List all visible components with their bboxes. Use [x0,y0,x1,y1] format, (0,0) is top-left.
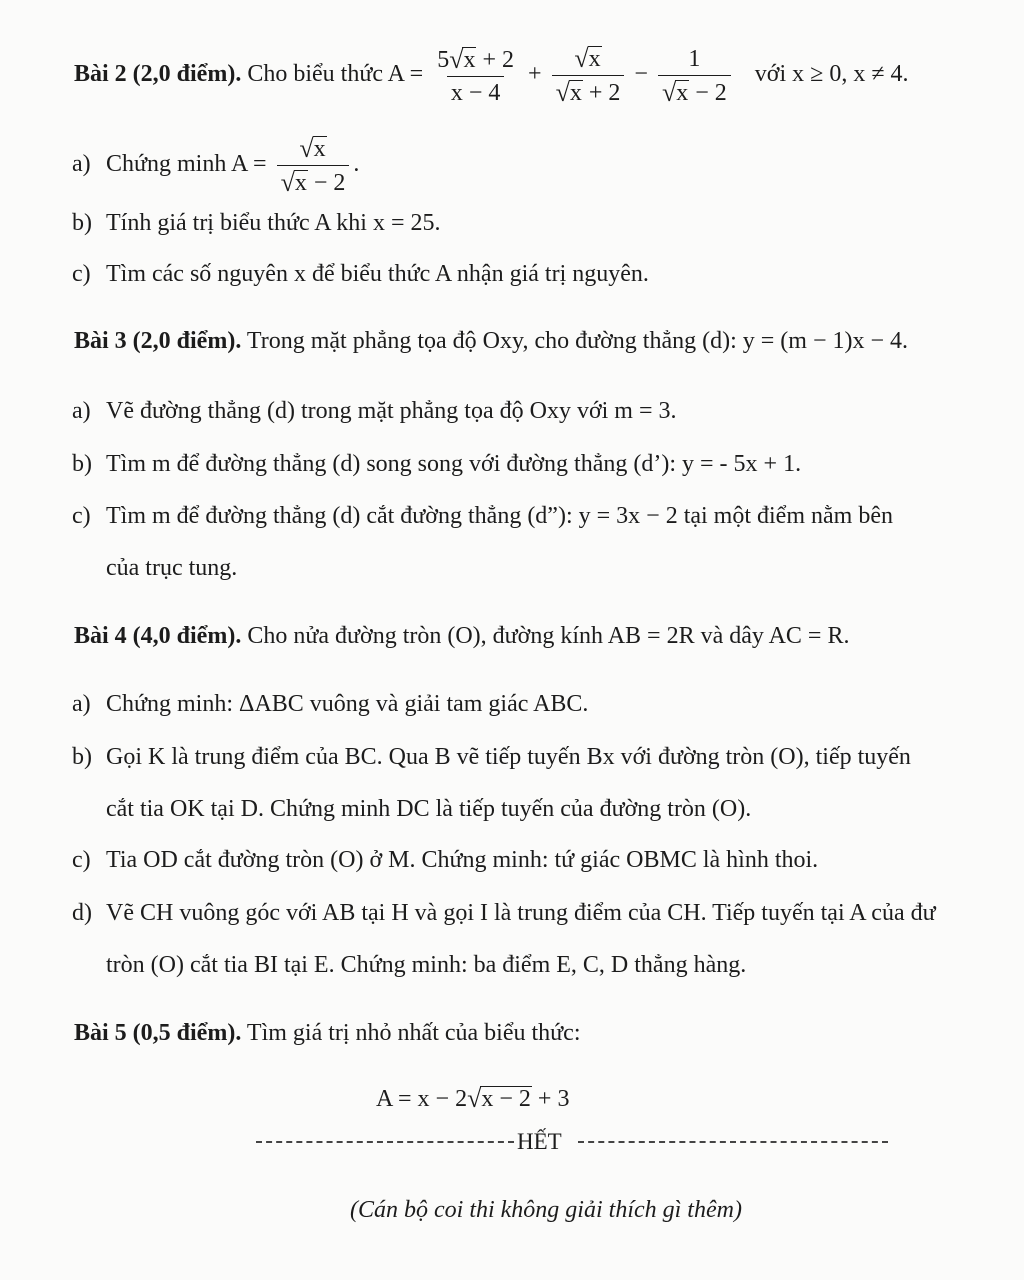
part-text: Chứng minh: ΔABC vuông và giải tam giác ABC. [106,691,589,717]
part-label: d) [72,900,92,926]
part-text: Tìm các số nguyên x để biểu thức A nhận giá trị nguyên. [106,261,649,287]
bai4-intro: Cho nửa đường tròn (O), đường kính AB = 2R và dây AC = R. [247,623,850,649]
coef: 5 [437,46,450,73]
fraction-1-numerator [433,45,518,76]
divider-left [256,1141,514,1143]
bai4-part-a [72,689,588,719]
end-marker: HẾT [517,1129,562,1154]
formula-right: + 3 [537,1086,570,1112]
bai4-part-b [72,742,911,772]
den-tail: − 2 [695,79,727,106]
bai4-header [74,621,849,651]
sqrt: √x [555,78,582,107]
bai3-title: Bài 3 (2,0 điểm). [74,328,242,354]
part-label: b) [72,744,92,770]
den-tail: + 2 [588,80,621,106]
sqrt: √x − 2 [467,1084,531,1113]
part-label: b) [72,210,92,236]
fraction-2-denominator [552,75,625,107]
part-text: Gọi K là trung điểm của BC. Qua B vẽ tiếp tuyến Bx với đường tròn (O), tiếp tuyến [106,744,911,770]
part-label: c) [72,261,91,287]
bai2-part-a [72,134,359,197]
fraction-3 [658,45,731,107]
bai2-intro: Cho biểu thức A = [247,61,424,88]
fraction-a-denominator [277,165,350,197]
bai5-title: Bài 5 (0,5 điểm). [74,1020,242,1046]
operator-minus: − [634,61,648,88]
part-text: Tìm m để đường thẳng (d) cắt đường thẳng (d”): y = 3x − 2 tại một điểm nằm bên [106,503,893,529]
num-tail: + 2 [482,46,515,73]
divider-right [578,1141,888,1143]
footer-note [350,1195,742,1225]
bai3-part-b [72,449,801,479]
bai2-part-c [72,259,649,289]
bai5-formula [376,1082,569,1115]
footer-note-text: (Cán bộ coi thi không giải thích gì thêm) [350,1197,742,1223]
radicand: x [676,79,689,106]
part-text: Vẽ đường thẳng (d) trong mặt phẳng tọa độ Oxy với m = 3. [106,398,677,424]
bai4-title: Bài 4 (4,0 điểm). [74,623,242,649]
fraction-2-numerator [570,44,605,75]
bai4-part-b-continued: cắt tia OK tại D. Chứng minh DC là tiếp tuyến của đường tròn (O). [106,796,752,822]
part-label: c) [72,503,91,529]
sqrt: √x [299,134,326,163]
den-tail: − 2 [313,170,346,196]
part-label: c) [72,847,91,873]
sqrt: √x [449,44,476,74]
radicand: x [569,80,582,106]
part-text: Vẽ CH vuông góc với AB tại H và gọi I là trung điểm của CH. Tiếp tuyến tại A của đư [106,900,936,926]
operator-plus: + [528,61,542,88]
part-text: Tính giá trị biểu thức A khi x = 25. [106,210,441,236]
part-label: a) [72,151,91,178]
bai5-intro: Tìm giá trị nhỏ nhất của biểu thức: [246,1020,581,1046]
radicand: x [463,46,476,73]
formula-left: A = x − 2 [376,1086,468,1112]
part-text: Tìm m để đường thẳng (d) song song với đường thẳng (d’): y = - 5x + 1. [106,451,802,477]
part-label: b) [72,451,92,477]
bai3-part-c [72,501,893,531]
fraction-2 [552,44,625,107]
bai2-title: Bài 2 (2,0 điểm). [74,61,242,88]
fraction-3-numerator: 1 [688,45,701,72]
part-text: Chứng minh A = [106,151,267,178]
bai3-part-a [72,396,677,426]
fraction-1-denominator: x − 4 [447,76,505,107]
fraction-1 [433,45,518,107]
radicand: x − 2 [481,1086,531,1112]
part-label: a) [72,398,91,424]
radicand: x [588,46,601,72]
bai3-part-c-continued: của trục tung. [106,555,238,581]
sqrt: √x [661,77,689,107]
part-label: a) [72,691,91,717]
bai2-part-b [72,208,441,238]
bai3-header [74,326,908,356]
fraction-3-denominator [658,75,731,107]
sqrt: √x [574,44,601,73]
sqrt: √x [280,168,307,197]
bai2-condition: với x ≥ 0, x ≠ 4. [754,61,909,88]
fraction-a-numerator [295,134,330,165]
bai3-intro: Trong mặt phẳng tọa độ Oxy, cho đường thẳng (d): y = (m − 1)x − 4. [246,328,909,354]
bai4-part-d [72,898,936,928]
bai4-part-d-continued: tròn (O) cắt tia BI tại E. Chứng minh: ba điểm E, C, D thẳng hàng. [106,952,747,978]
bai2-header [74,44,908,107]
radicand: x [294,170,307,196]
bai4-part-c [72,845,818,875]
bai5-header [74,1018,581,1048]
radicand: x [313,136,326,162]
fraction-a [277,134,350,197]
period: . [353,151,360,178]
part-text: Tia OD cắt đường tròn (O) ở M. Chứng minh: tứ giác OBMC là hình thoi. [106,847,819,873]
